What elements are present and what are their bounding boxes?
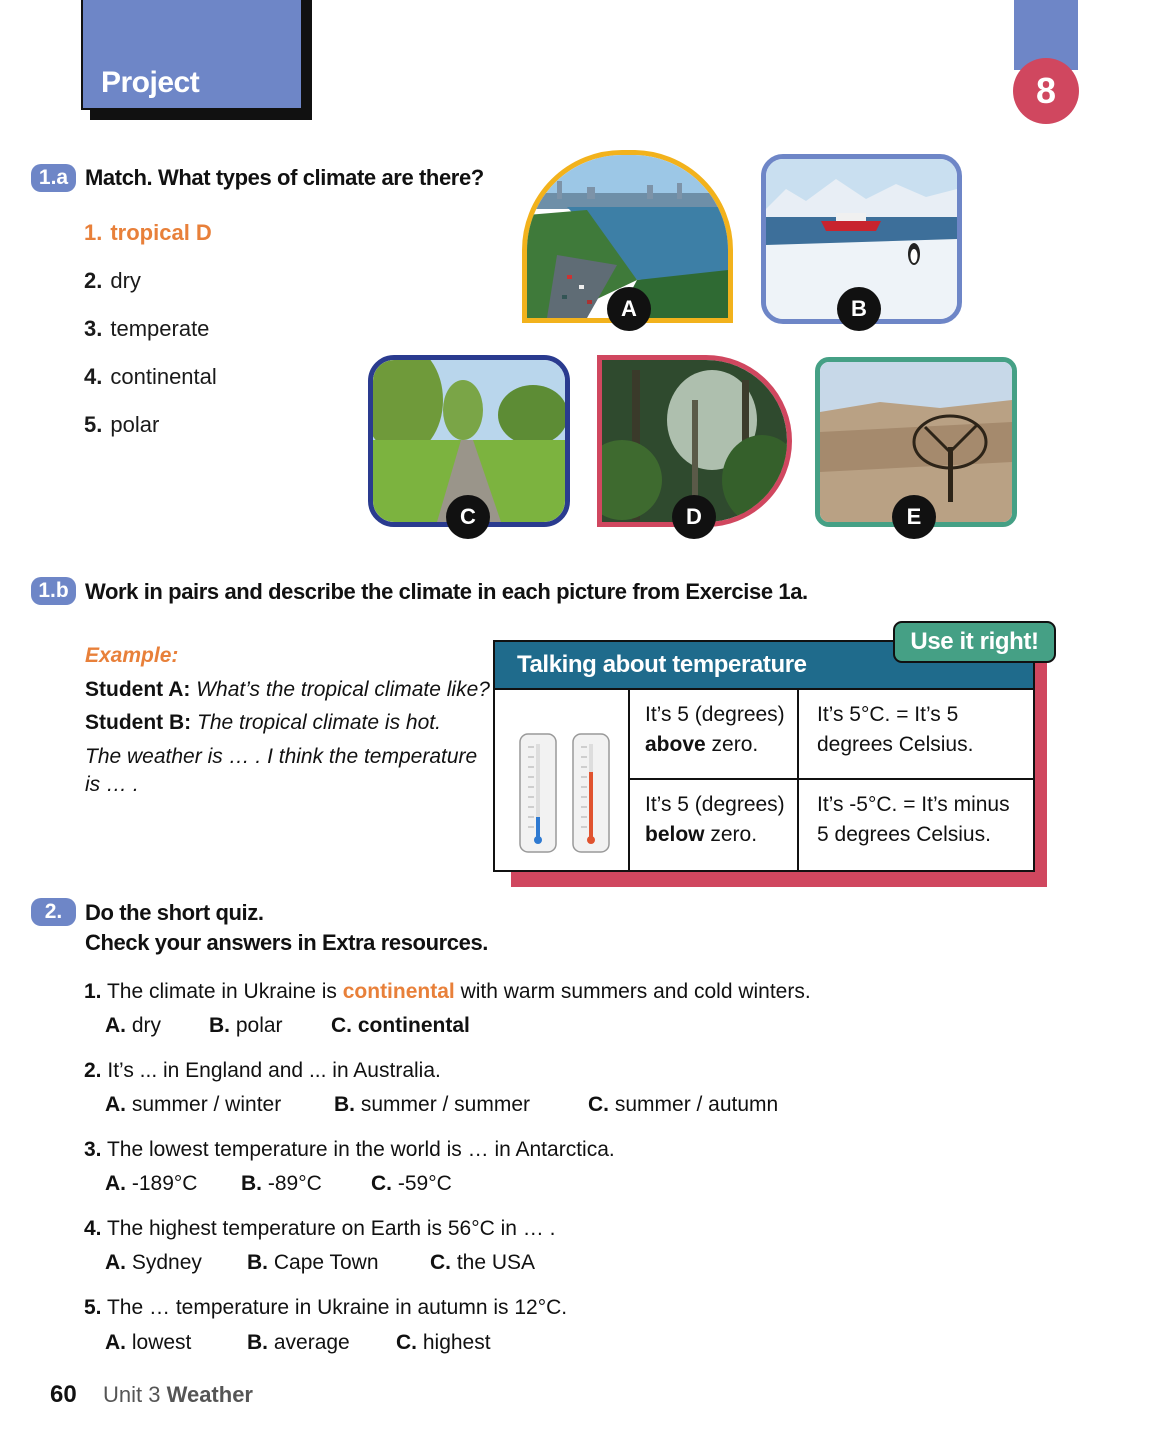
cell-rest: zero. <box>704 823 758 846</box>
cell-line: It’s 5 (degrees) <box>645 703 785 726</box>
option-letter: A. <box>105 1014 126 1037</box>
unit-footer <box>103 1382 253 1408</box>
option-letter: A. <box>105 1172 126 1195</box>
option-letter: B. <box>334 1093 355 1116</box>
exercise-1a-title: Match. What types of climate are there? <box>85 165 484 190</box>
question-number: 3. <box>84 1138 102 1161</box>
table-cell-below-zero <box>645 790 785 850</box>
option-text: highest <box>422 1331 491 1354</box>
option-text: the USA <box>456 1251 536 1274</box>
thermometers-icon <box>515 732 615 856</box>
exercise-1a-badge: 1.a <box>31 164 76 192</box>
question-text-pre: The climate in Ukraine is <box>106 980 343 1003</box>
cell-line <box>645 820 785 850</box>
photo-label-b: B <box>837 287 881 331</box>
match-item <box>84 220 212 246</box>
table-cell-above-zero <box>645 700 785 760</box>
option-letter: C. <box>396 1331 417 1354</box>
quiz-option <box>430 1251 535 1275</box>
cell-rest: zero. <box>705 733 759 756</box>
photo-label-a: A <box>607 287 651 331</box>
quiz-question-2 <box>84 1059 441 1083</box>
match-item-text: tropical D <box>110 220 212 245</box>
quiz-option <box>334 1093 530 1117</box>
photo-label-c: C <box>446 495 490 539</box>
exercise-1b-title: Work in pairs and describe the climate in each picture from Exercise 1a. <box>85 579 808 604</box>
student-a-label: Student A: <box>85 678 191 701</box>
student-a-text: What’s the tropical climate like? <box>196 678 490 701</box>
match-item-number: 5. <box>84 412 103 437</box>
match-item-number: 2. <box>84 268 103 293</box>
table-cell-5c <box>817 700 973 760</box>
option-text: summer / winter <box>131 1093 282 1116</box>
quiz-option <box>209 1014 283 1038</box>
quiz-question-4 <box>84 1217 555 1241</box>
match-item <box>84 316 209 342</box>
quiz-option <box>371 1172 452 1196</box>
unit-label: Unit 3 <box>103 1382 167 1407</box>
cell-line: degrees Celsius. <box>817 733 974 756</box>
quiz-question-5 <box>84 1296 567 1320</box>
quiz-option <box>105 1014 161 1038</box>
quiz-option <box>105 1251 202 1275</box>
question-text: It’s ... in England and ... in Australia. <box>107 1059 441 1082</box>
option-text: continental <box>357 1014 470 1037</box>
exercise-2-badge: 2. <box>31 898 76 926</box>
exercise-1b-badge: 1.b <box>31 577 76 605</box>
option-letter: C. <box>430 1251 451 1274</box>
quiz-question-3 <box>84 1138 615 1162</box>
unit-tab-number: 8 <box>1013 58 1079 124</box>
exercise-2-title-line-1: Do the short quiz. <box>85 900 264 925</box>
cell-bold-word: below <box>645 823 705 846</box>
cell-line: It’s 5 (degrees) <box>645 793 785 816</box>
quiz-option <box>247 1331 350 1355</box>
match-item-text: temperate <box>110 316 210 341</box>
table-divider <box>797 690 799 872</box>
option-letter: B. <box>247 1331 268 1354</box>
quiz-option <box>105 1093 281 1117</box>
option-letter: C. <box>371 1172 392 1195</box>
photo-label-d: D <box>672 495 716 539</box>
unit-name: Weather <box>166 1382 253 1407</box>
table-divider <box>628 778 1035 780</box>
question-text-post: with warm summers and cold winters. <box>454 980 811 1003</box>
question-number: 1. <box>84 980 102 1003</box>
option-text: -59°C <box>397 1172 452 1195</box>
use-it-right-badge: Use it right! <box>893 621 1056 663</box>
example-student-b <box>85 711 441 735</box>
page-number: 60 <box>50 1381 77 1408</box>
quiz-option <box>241 1172 322 1196</box>
option-letter: A. <box>105 1093 126 1116</box>
match-item-number: 4. <box>84 364 103 389</box>
option-letter: C. <box>331 1014 352 1037</box>
quiz-option <box>396 1331 491 1355</box>
option-letter: B. <box>247 1251 268 1274</box>
option-text: -189°C <box>131 1172 198 1195</box>
table-divider <box>628 690 630 872</box>
quiz-option-selected <box>331 1014 470 1038</box>
option-text: lowest <box>131 1331 192 1354</box>
quiz-option <box>588 1093 778 1117</box>
question-text: The highest temperature on Earth is 56°C in … . <box>106 1217 556 1240</box>
match-item-text: polar <box>110 412 160 437</box>
student-b-text: The tropical climate is hot. <box>197 711 441 734</box>
match-item-text: dry <box>110 268 141 293</box>
option-text: dry <box>131 1014 162 1037</box>
match-item <box>84 412 159 438</box>
cell-bold-word: above <box>645 733 706 756</box>
option-text: summer / summer <box>360 1093 531 1116</box>
quiz-option <box>105 1172 197 1196</box>
option-letter: C. <box>588 1093 609 1116</box>
question-text: The … temperature in Ukraine in autumn is 12°C. <box>106 1296 568 1319</box>
cell-line: It’s -5°C. = It’s minus <box>817 793 1010 816</box>
cell-line: It’s 5°C. = It’s 5 <box>817 703 959 726</box>
example-student-a <box>85 678 490 702</box>
option-text: Sydney <box>131 1251 202 1274</box>
match-item-number: 3. <box>84 316 103 341</box>
example-label: Example: <box>85 644 179 667</box>
option-text: -89°C <box>267 1172 322 1195</box>
example-prompt-line-1: The weather is … . I think the temperature <box>85 745 478 768</box>
option-text: polar <box>235 1014 283 1037</box>
question-text: The lowest temperature in the world is … in Antarctica. <box>106 1138 615 1161</box>
option-text: average <box>273 1331 350 1354</box>
option-letter: A. <box>105 1251 126 1274</box>
section-title: Project <box>101 66 200 99</box>
match-item-text: continental <box>110 364 217 389</box>
table-cell-minus-5c <box>817 790 1010 850</box>
option-letter: B. <box>241 1172 262 1195</box>
option-letter: A. <box>105 1331 126 1354</box>
question-answer: continental <box>342 980 455 1003</box>
option-text: Cape Town <box>273 1251 379 1274</box>
match-item <box>84 364 217 390</box>
quiz-option <box>105 1331 191 1355</box>
temperature-box-header: Talking about temperature <box>493 640 1035 690</box>
exercise-2-title-line-2: Check your answers in Extra resources. <box>85 930 488 955</box>
photo-label-e: E <box>892 495 936 539</box>
match-item <box>84 268 141 294</box>
match-item-number: 1. <box>84 220 103 245</box>
question-number: 5. <box>84 1296 102 1319</box>
question-number: 4. <box>84 1217 102 1240</box>
student-b-label: Student B: <box>85 711 192 734</box>
option-text: summer / autumn <box>614 1093 779 1116</box>
question-number: 2. <box>84 1059 102 1082</box>
cell-line: 5 degrees Celsius. <box>817 823 991 846</box>
quiz-question-1 <box>84 980 811 1004</box>
example-prompt-line-2: is … . <box>85 773 139 796</box>
cell-line <box>645 730 785 760</box>
option-letter: B. <box>209 1014 230 1037</box>
quiz-option <box>247 1251 379 1275</box>
